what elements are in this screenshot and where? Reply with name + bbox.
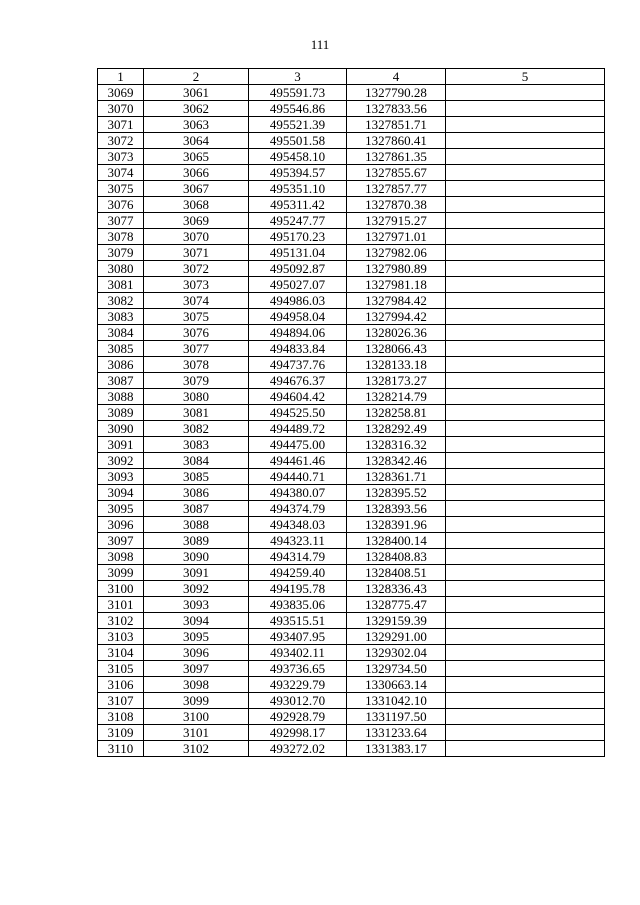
page-number: 111 xyxy=(310,37,330,52)
note-cell xyxy=(446,677,605,693)
x-coordinate-cell: 495521.39 xyxy=(249,117,347,133)
point-number-cell: 3071 xyxy=(98,117,144,133)
note-cell xyxy=(446,565,605,581)
index-cell: 3067 xyxy=(144,181,249,197)
y-coordinate-cell: 1327833.56 xyxy=(347,101,446,117)
index-cell: 3068 xyxy=(144,197,249,213)
index-cell: 3075 xyxy=(144,309,249,325)
x-coordinate-cell: 493012.70 xyxy=(249,693,347,709)
x-coordinate-cell: 495027.07 xyxy=(249,277,347,293)
table-row xyxy=(98,357,605,373)
index-cell: 3064 xyxy=(144,133,249,149)
table-row xyxy=(98,117,605,133)
y-coordinate-cell: 1327790.28 xyxy=(347,85,446,101)
note-cell xyxy=(446,133,605,149)
point-number-cell: 3078 xyxy=(98,229,144,245)
point-number-cell: 3107 xyxy=(98,693,144,709)
y-coordinate-cell: 1331383.17 xyxy=(347,741,446,757)
note-cell xyxy=(446,389,605,405)
x-coordinate-cell: 494958.04 xyxy=(249,309,347,325)
point-number-cell: 3089 xyxy=(98,405,144,421)
index-cell: 3092 xyxy=(144,581,249,597)
note-cell xyxy=(446,485,605,501)
y-coordinate-cell: 1329302.04 xyxy=(347,645,446,661)
note-cell xyxy=(446,597,605,613)
point-number-cell: 3094 xyxy=(98,485,144,501)
index-cell: 3089 xyxy=(144,533,249,549)
point-number-cell: 3108 xyxy=(98,709,144,725)
column-header-3: 3 xyxy=(249,69,347,85)
point-number-cell: 3090 xyxy=(98,421,144,437)
y-coordinate-cell: 1327861.35 xyxy=(347,149,446,165)
y-coordinate-cell: 1329159.39 xyxy=(347,613,446,629)
column-header-1: 1 xyxy=(98,69,144,85)
column-header-2: 2 xyxy=(144,69,249,85)
point-number-cell: 3083 xyxy=(98,309,144,325)
x-coordinate-cell: 494894.06 xyxy=(249,325,347,341)
point-number-cell: 3091 xyxy=(98,437,144,453)
y-coordinate-cell: 1328336.43 xyxy=(347,581,446,597)
note-cell xyxy=(446,101,605,117)
y-coordinate-cell: 1327971.01 xyxy=(347,229,446,245)
table-row xyxy=(98,165,605,181)
y-coordinate-cell: 1327984.42 xyxy=(347,293,446,309)
x-coordinate-cell: 495394.57 xyxy=(249,165,347,181)
point-number-cell: 3102 xyxy=(98,613,144,629)
y-coordinate-cell: 1328408.83 xyxy=(347,549,446,565)
point-number-cell: 3086 xyxy=(98,357,144,373)
index-cell: 3083 xyxy=(144,437,249,453)
point-number-cell: 3072 xyxy=(98,133,144,149)
note-cell xyxy=(446,293,605,309)
table-row xyxy=(98,133,605,149)
index-cell: 3088 xyxy=(144,517,249,533)
x-coordinate-cell: 492928.79 xyxy=(249,709,347,725)
table-row xyxy=(98,373,605,389)
index-cell: 3069 xyxy=(144,213,249,229)
point-number-cell: 3077 xyxy=(98,213,144,229)
x-coordinate-cell: 494380.07 xyxy=(249,485,347,501)
point-number-cell: 3109 xyxy=(98,725,144,741)
note-cell xyxy=(446,373,605,389)
x-coordinate-cell: 495546.86 xyxy=(249,101,347,117)
point-number-cell: 3079 xyxy=(98,245,144,261)
table-row xyxy=(98,85,605,101)
index-cell: 3076 xyxy=(144,325,249,341)
table-row xyxy=(98,245,605,261)
note-cell xyxy=(446,709,605,725)
index-cell: 3072 xyxy=(144,261,249,277)
x-coordinate-cell: 494737.76 xyxy=(249,357,347,373)
note-cell xyxy=(446,197,605,213)
point-number-cell: 3095 xyxy=(98,501,144,517)
y-coordinate-cell: 1328775.47 xyxy=(347,597,446,613)
y-coordinate-cell: 1328342.46 xyxy=(347,453,446,469)
y-coordinate-cell: 1328395.52 xyxy=(347,485,446,501)
note-cell xyxy=(446,213,605,229)
x-coordinate-cell: 495170.23 xyxy=(249,229,347,245)
note-cell xyxy=(446,261,605,277)
y-coordinate-cell: 1328066.43 xyxy=(347,341,446,357)
note-cell xyxy=(446,437,605,453)
y-coordinate-cell: 1328408.51 xyxy=(347,565,446,581)
x-coordinate-cell: 493407.95 xyxy=(249,629,347,645)
index-cell: 3081 xyxy=(144,405,249,421)
point-number-cell: 3104 xyxy=(98,645,144,661)
y-coordinate-cell: 1327851.71 xyxy=(347,117,446,133)
note-cell xyxy=(446,85,605,101)
y-coordinate-cell: 1327980.89 xyxy=(347,261,446,277)
index-cell: 3086 xyxy=(144,485,249,501)
point-number-cell: 3097 xyxy=(98,533,144,549)
note-cell xyxy=(446,149,605,165)
point-number-cell: 3087 xyxy=(98,373,144,389)
x-coordinate-cell: 494461.46 xyxy=(249,453,347,469)
x-coordinate-cell: 492998.17 xyxy=(249,725,347,741)
x-coordinate-cell: 493229.79 xyxy=(249,677,347,693)
note-cell xyxy=(446,469,605,485)
x-coordinate-cell: 493736.65 xyxy=(249,661,347,677)
table-row xyxy=(98,725,605,741)
note-cell xyxy=(446,165,605,181)
index-cell: 3070 xyxy=(144,229,249,245)
y-coordinate-cell: 1328026.36 xyxy=(347,325,446,341)
x-coordinate-cell: 493515.51 xyxy=(249,613,347,629)
table-row xyxy=(98,613,605,629)
note-cell xyxy=(446,357,605,373)
index-cell: 3078 xyxy=(144,357,249,373)
y-coordinate-cell: 1331233.64 xyxy=(347,725,446,741)
x-coordinate-cell: 494986.03 xyxy=(249,293,347,309)
index-cell: 3090 xyxy=(144,549,249,565)
index-cell: 3079 xyxy=(144,373,249,389)
column-header-4: 4 xyxy=(347,69,446,85)
x-coordinate-cell: 495351.10 xyxy=(249,181,347,197)
column-header-5: 5 xyxy=(446,69,605,85)
point-number-cell: 3080 xyxy=(98,261,144,277)
x-coordinate-cell: 494195.78 xyxy=(249,581,347,597)
y-coordinate-cell: 1330663.14 xyxy=(347,677,446,693)
y-coordinate-cell: 1328173.27 xyxy=(347,373,446,389)
y-coordinate-cell: 1331042.10 xyxy=(347,693,446,709)
note-cell xyxy=(446,725,605,741)
point-number-cell: 3076 xyxy=(98,197,144,213)
x-coordinate-cell: 494604.42 xyxy=(249,389,347,405)
note-cell xyxy=(446,693,605,709)
y-coordinate-cell: 1328133.18 xyxy=(347,357,446,373)
index-cell: 3085 xyxy=(144,469,249,485)
x-coordinate-cell: 495311.42 xyxy=(249,197,347,213)
point-number-cell: 3098 xyxy=(98,549,144,565)
x-coordinate-cell: 495591.73 xyxy=(249,85,347,101)
table-row xyxy=(98,437,605,453)
index-cell: 3097 xyxy=(144,661,249,677)
point-number-cell: 3105 xyxy=(98,661,144,677)
x-coordinate-cell: 493272.02 xyxy=(249,741,347,757)
table-row xyxy=(98,229,605,245)
point-number-cell: 3092 xyxy=(98,453,144,469)
table-row xyxy=(98,277,605,293)
index-cell: 3096 xyxy=(144,645,249,661)
y-coordinate-cell: 1327860.41 xyxy=(347,133,446,149)
note-cell xyxy=(446,549,605,565)
table-row xyxy=(98,693,605,709)
note-cell xyxy=(446,421,605,437)
x-coordinate-cell: 494314.79 xyxy=(249,549,347,565)
table-row xyxy=(98,181,605,197)
table-row xyxy=(98,629,605,645)
index-cell: 3077 xyxy=(144,341,249,357)
note-cell xyxy=(446,453,605,469)
x-coordinate-cell: 495501.58 xyxy=(249,133,347,149)
y-coordinate-cell: 1328393.56 xyxy=(347,501,446,517)
x-coordinate-cell: 494259.40 xyxy=(249,565,347,581)
point-number-cell: 3074 xyxy=(98,165,144,181)
table-row xyxy=(98,309,605,325)
table-row xyxy=(98,485,605,501)
point-number-cell: 3081 xyxy=(98,277,144,293)
point-number-cell: 3110 xyxy=(98,741,144,757)
y-coordinate-cell: 1328258.81 xyxy=(347,405,446,421)
x-coordinate-cell: 494475.00 xyxy=(249,437,347,453)
y-coordinate-cell: 1331197.50 xyxy=(347,709,446,725)
index-cell: 3084 xyxy=(144,453,249,469)
x-coordinate-cell: 495458.10 xyxy=(249,149,347,165)
point-number-cell: 3069 xyxy=(98,85,144,101)
table-row xyxy=(98,533,605,549)
point-number-cell: 3101 xyxy=(98,597,144,613)
y-coordinate-cell: 1327994.42 xyxy=(347,309,446,325)
point-number-cell: 3082 xyxy=(98,293,144,309)
y-coordinate-cell: 1328400.14 xyxy=(347,533,446,549)
table-row xyxy=(98,741,605,757)
y-coordinate-cell: 1327857.77 xyxy=(347,181,446,197)
index-cell: 3102 xyxy=(144,741,249,757)
point-number-cell: 3100 xyxy=(98,581,144,597)
table-row xyxy=(98,213,605,229)
index-cell: 3061 xyxy=(144,85,249,101)
note-cell xyxy=(446,229,605,245)
y-coordinate-cell: 1328391.96 xyxy=(347,517,446,533)
point-number-cell: 3070 xyxy=(98,101,144,117)
point-number-cell: 3075 xyxy=(98,181,144,197)
x-coordinate-cell: 493402.11 xyxy=(249,645,347,661)
x-coordinate-cell: 494833.84 xyxy=(249,341,347,357)
point-number-cell: 3084 xyxy=(98,325,144,341)
note-cell xyxy=(446,325,605,341)
index-cell: 3063 xyxy=(144,117,249,133)
index-cell: 3087 xyxy=(144,501,249,517)
point-number-cell: 3106 xyxy=(98,677,144,693)
y-coordinate-cell: 1329291.00 xyxy=(347,629,446,645)
x-coordinate-cell: 494323.11 xyxy=(249,533,347,549)
y-coordinate-cell: 1328316.32 xyxy=(347,437,446,453)
index-cell: 3071 xyxy=(144,245,249,261)
note-cell xyxy=(446,117,605,133)
index-cell: 3080 xyxy=(144,389,249,405)
table-body xyxy=(98,85,605,757)
table-row xyxy=(98,197,605,213)
table-row xyxy=(98,405,605,421)
note-cell xyxy=(446,645,605,661)
point-number-cell: 3096 xyxy=(98,517,144,533)
table-row xyxy=(98,661,605,677)
table-row xyxy=(98,341,605,357)
index-cell: 3101 xyxy=(144,725,249,741)
x-coordinate-cell: 494440.71 xyxy=(249,469,347,485)
coordinates-table xyxy=(97,68,605,757)
x-coordinate-cell: 495092.87 xyxy=(249,261,347,277)
table-row xyxy=(98,469,605,485)
note-cell xyxy=(446,533,605,549)
x-coordinate-cell: 494374.79 xyxy=(249,501,347,517)
x-coordinate-cell: 494676.37 xyxy=(249,373,347,389)
table-row xyxy=(98,581,605,597)
table-row xyxy=(98,709,605,725)
index-cell: 3099 xyxy=(144,693,249,709)
x-coordinate-cell: 494525.50 xyxy=(249,405,347,421)
index-cell: 3073 xyxy=(144,277,249,293)
table-row xyxy=(98,261,605,277)
x-coordinate-cell: 495131.04 xyxy=(249,245,347,261)
y-coordinate-cell: 1327855.67 xyxy=(347,165,446,181)
x-coordinate-cell: 493835.06 xyxy=(249,597,347,613)
note-cell xyxy=(446,245,605,261)
note-cell xyxy=(446,405,605,421)
table-row xyxy=(98,677,605,693)
y-coordinate-cell: 1328292.49 xyxy=(347,421,446,437)
table-row xyxy=(98,453,605,469)
index-cell: 3094 xyxy=(144,613,249,629)
index-cell: 3074 xyxy=(144,293,249,309)
point-number-cell: 3093 xyxy=(98,469,144,485)
header-row xyxy=(98,69,605,85)
x-coordinate-cell: 494489.72 xyxy=(249,421,347,437)
index-cell: 3062 xyxy=(144,101,249,117)
y-coordinate-cell: 1327982.06 xyxy=(347,245,446,261)
note-cell xyxy=(446,501,605,517)
index-cell: 3091 xyxy=(144,565,249,581)
table-row xyxy=(98,517,605,533)
note-cell xyxy=(446,629,605,645)
table-row xyxy=(98,389,605,405)
note-cell xyxy=(446,309,605,325)
point-number-cell: 3088 xyxy=(98,389,144,405)
table-row xyxy=(98,149,605,165)
index-cell: 3066 xyxy=(144,165,249,181)
point-number-cell: 3073 xyxy=(98,149,144,165)
y-coordinate-cell: 1328361.71 xyxy=(347,469,446,485)
index-cell: 3093 xyxy=(144,597,249,613)
table-header xyxy=(98,69,605,85)
table-row xyxy=(98,645,605,661)
point-number-cell: 3103 xyxy=(98,629,144,645)
y-coordinate-cell: 1327870.38 xyxy=(347,197,446,213)
point-number-cell: 3099 xyxy=(98,565,144,581)
note-cell xyxy=(446,581,605,597)
x-coordinate-cell: 495247.77 xyxy=(249,213,347,229)
y-coordinate-cell: 1328214.79 xyxy=(347,389,446,405)
index-cell: 3100 xyxy=(144,709,249,725)
table-row xyxy=(98,325,605,341)
note-cell xyxy=(446,341,605,357)
index-cell: 3098 xyxy=(144,677,249,693)
note-cell xyxy=(446,661,605,677)
y-coordinate-cell: 1329734.50 xyxy=(347,661,446,677)
note-cell xyxy=(446,741,605,757)
table-row xyxy=(98,597,605,613)
index-cell: 3082 xyxy=(144,421,249,437)
table-row xyxy=(98,565,605,581)
point-number-cell: 3085 xyxy=(98,341,144,357)
note-cell xyxy=(446,613,605,629)
table-row xyxy=(98,101,605,117)
note-cell xyxy=(446,277,605,293)
table-row xyxy=(98,501,605,517)
y-coordinate-cell: 1327915.27 xyxy=(347,213,446,229)
index-cell: 3095 xyxy=(144,629,249,645)
note-cell xyxy=(446,517,605,533)
y-coordinate-cell: 1327981.18 xyxy=(347,277,446,293)
table-row xyxy=(98,293,605,309)
index-cell: 3065 xyxy=(144,149,249,165)
table-row xyxy=(98,549,605,565)
x-coordinate-cell: 494348.03 xyxy=(249,517,347,533)
note-cell xyxy=(446,181,605,197)
table-row xyxy=(98,421,605,437)
